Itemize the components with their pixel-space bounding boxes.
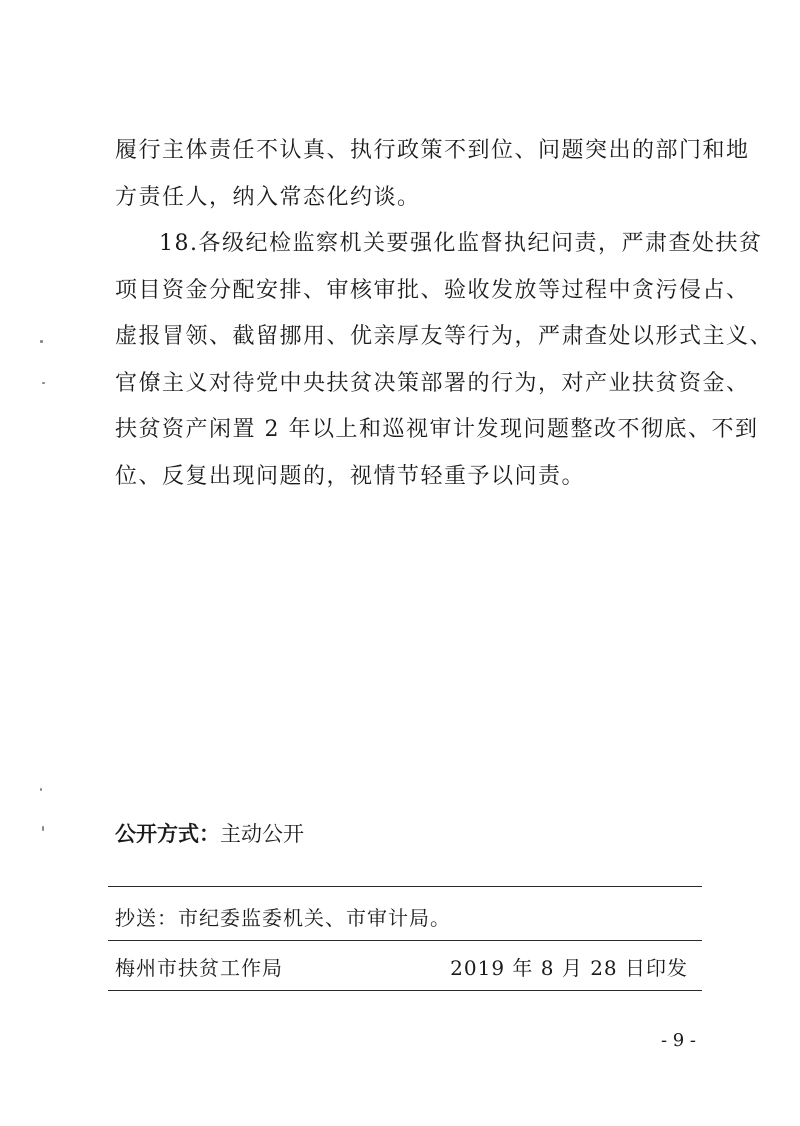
body-line: 18.各级纪检监察机关要强化监督执纪问责，严肃查处扶贫: [159, 231, 763, 256]
body-line: 扶贫资产闲置 2 年以上和巡视审计发现问题整改不彻底、不到: [115, 417, 759, 442]
body-line: 虚报冒领、截留挪用、优亲厚友等行为，严肃查处以形式主义、: [115, 324, 774, 349]
scan-speck: [40, 788, 42, 791]
publication-label: 公开方式：: [115, 822, 220, 846]
scan-speck: [42, 826, 44, 831]
body-text: [115, 128, 774, 500]
page-number: - 9 -: [660, 1030, 696, 1051]
body-line: 项目资金分配安排、审核审批、验收发放等过程中贪污侵占、: [115, 277, 750, 303]
divider-top: [108, 886, 702, 887]
scan-speck: [40, 340, 43, 343]
body-line: 履行主体责任不认真、执行政策不到位、问题突出的部门和地: [115, 138, 750, 163]
issuing-organization: 梅州市扶贫工作局: [115, 956, 283, 980]
publication-value: 主动公开: [220, 822, 304, 846]
issue-date: 2019 年 8 月 28 日印发: [450, 956, 688, 980]
body-line: 官僚主义对待党中央扶贫决策部署的行为，对产业扶贫资金、: [115, 370, 750, 396]
divider-middle: [108, 940, 702, 941]
body-line: 方责任人，纳入常态化约谈。: [115, 184, 421, 210]
divider-bottom: [108, 990, 702, 991]
publication-method: [115, 818, 304, 848]
body-line: 位、反复出现问题的，视情节轻重予以问责。: [115, 463, 586, 489]
scan-speck: [42, 382, 45, 384]
cc-recipients: 抄送：市纪委监委机关、市审计局。: [115, 906, 451, 930]
